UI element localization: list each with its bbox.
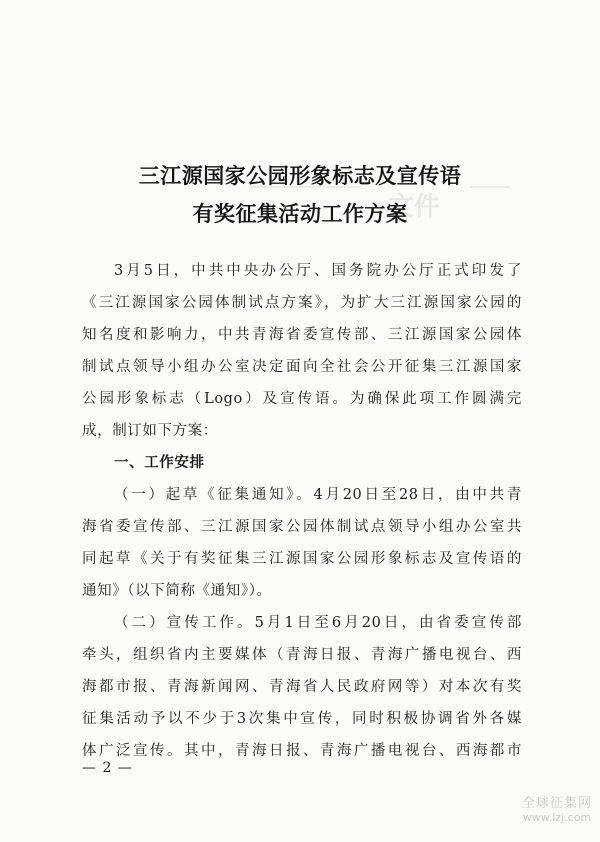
site-watermark xyxy=(522,792,592,824)
paragraph-2-line: 通知》（以下简称《通知》）。 xyxy=(82,583,272,599)
paragraph-1-line: 公园形象标志（Logo）及宣传语。为确保此项工作圆满完 xyxy=(82,391,522,407)
paragraph-1-line: 《三江源国家公园体制试点方案》，为扩大三江源国家公园的 xyxy=(82,295,522,311)
paragraph-1-line: 成，制订如下方案： xyxy=(82,423,218,439)
watermark-logo-text: 全球征集网 xyxy=(521,796,592,811)
paragraph-2-line: 同起草《关于有奖征集三江源国家公园形象标志及宣传语的 xyxy=(82,551,522,567)
paragraph-3-line: 牵头，组织省内主要媒体（青海日报、青海广播电视台、西 xyxy=(82,647,522,663)
document-title-line-2: 有奖征集活动工作方案 xyxy=(192,201,408,226)
bleed-through-mark: 文件 xyxy=(388,192,441,222)
paragraph-1-line: 制试点领导小组办公室决定面向全社会公开征集三江源国家 xyxy=(82,359,522,375)
document-title-line-1: 三江源国家公园形象标志及宣传语 xyxy=(138,163,462,188)
paragraph-3-line: 体广泛宣传。其中，青海日报、青海广播电视台、西海都市 xyxy=(82,743,522,759)
page-number: — 2 — xyxy=(82,760,133,776)
paragraph-3-line: 海都市报、青海新闻网、青海省人民政府网等）对本次有奖 xyxy=(82,679,522,695)
paragraph-1-line: 知名度和影响力，中共青海省委宣传部、三江源国家公园体 xyxy=(82,327,522,343)
watermark-url: www.lzj.com xyxy=(522,811,592,824)
paragraph-3-line: （二）宣传工作。5月1日至6月20日，由省委宣传部 xyxy=(114,615,522,631)
paragraph-2-line: 海省委宣传部、三江源国家公园体制试点领导小组办公室共 xyxy=(82,519,522,535)
paragraph-1-line: 3月5日，中共中央办公厅、国务院办公厅正式印发了 xyxy=(114,263,522,279)
section-heading: 一、工作安排 xyxy=(114,454,205,471)
paragraph-3-line: 征集活动予以不少于3次集中宣传，同时积极协调省外各媒 xyxy=(82,711,522,727)
paragraph-2-line: （一）起草《征集通知》。4月20日至28日，由中共青 xyxy=(114,487,522,503)
